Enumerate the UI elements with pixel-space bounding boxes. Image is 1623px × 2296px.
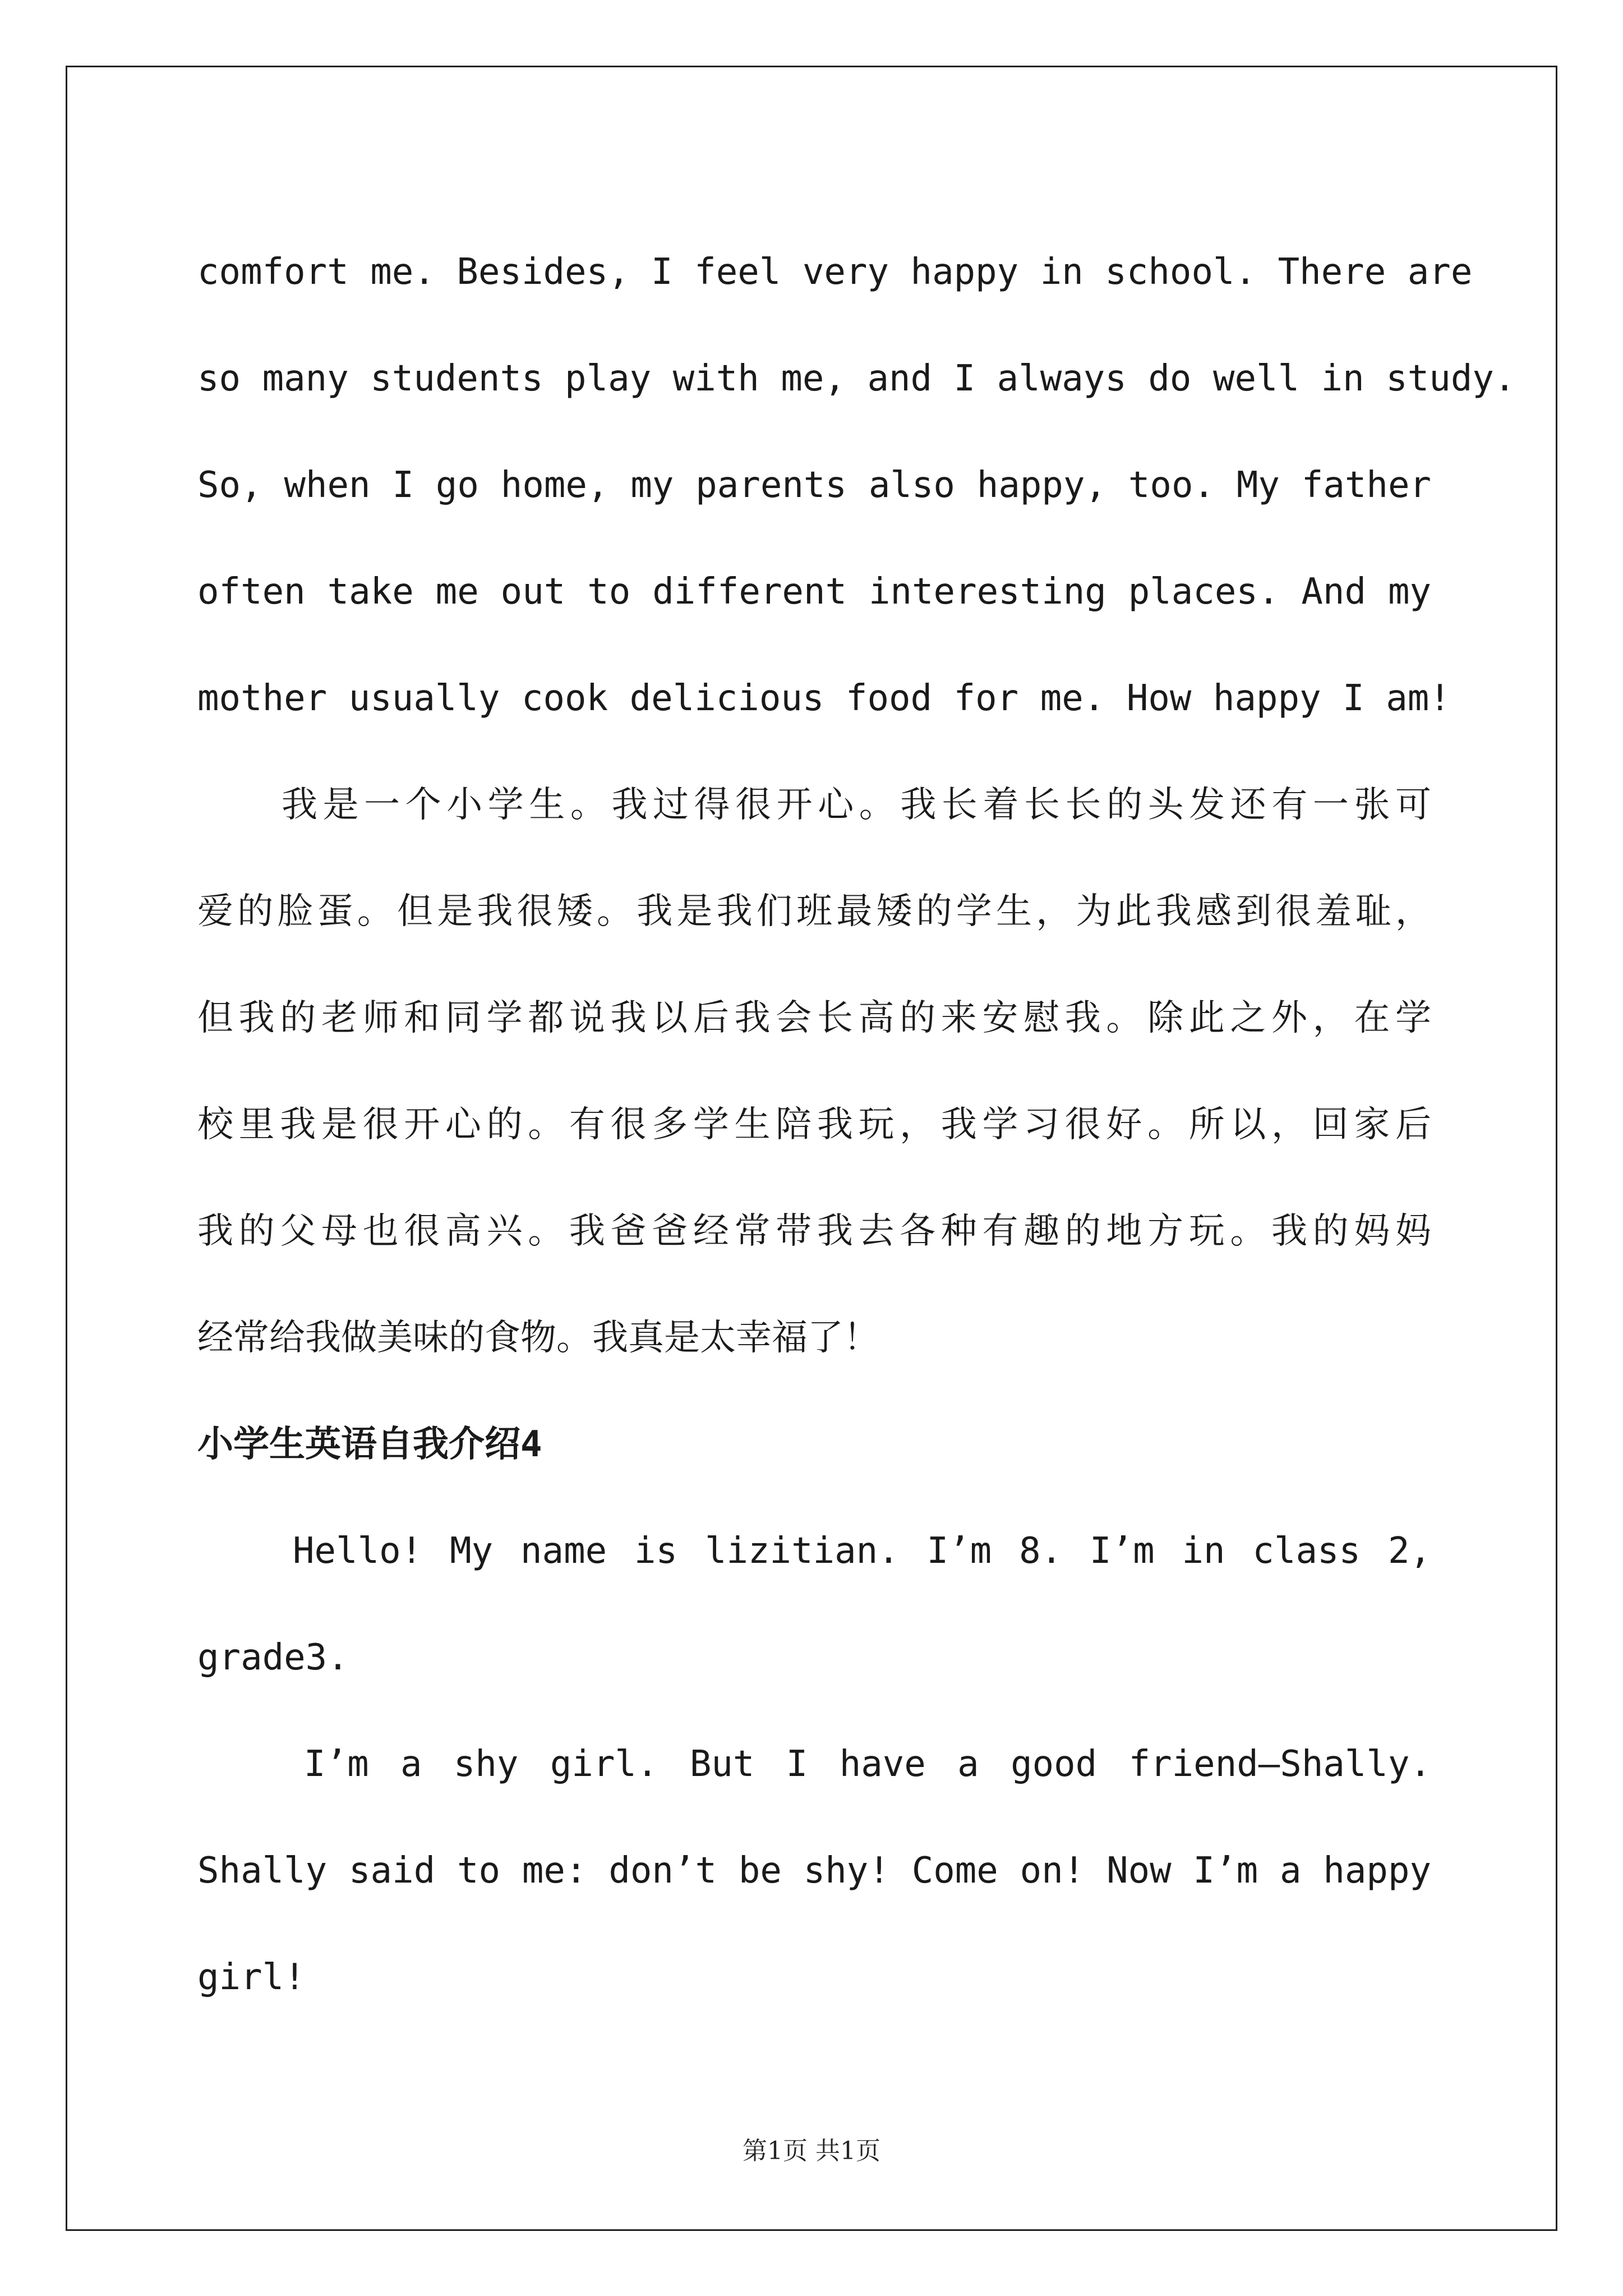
text-line: often take me out to different interesting places. And my xyxy=(197,571,1431,613)
text-line: 爱的脸蛋。但是我很矮。我是我们班最矮的学生，为此我感到很羞耻， xyxy=(197,891,1431,932)
section-heading: 小学生英语自我介绍4 xyxy=(197,1424,542,1465)
paragraph-english-continued xyxy=(197,219,1516,752)
text-line: comfort me. Besides, I feel very happy in school. There are xyxy=(197,251,1473,293)
text-line: 经常给我做美味的食物。我真是太幸福了！ xyxy=(197,1317,879,1359)
text-line: So, when I go home, my parents also happy, too. My father xyxy=(197,464,1431,506)
paragraph-shy xyxy=(197,1711,1431,2031)
text-line: 我是一个小学生。我过得很开心。我长着长长的头发还有一张可 xyxy=(282,784,1431,826)
paragraph-chinese xyxy=(197,752,1431,1391)
text-line: 我的父母也很高兴。我爸爸经常带我去各种有趣的地方玩。我的妈妈 xyxy=(197,1211,1431,1252)
text-line: so many students play with me, and I always do well in study. xyxy=(197,358,1516,399)
text-line: Shally said to me: don’t be shy! Come on! Now I’m a happy xyxy=(197,1850,1431,1892)
text-line: grade3. xyxy=(197,1637,349,1678)
text-line: 但我的老师和同学都说我以后我会长高的来安慰我。除此之外，在学 xyxy=(197,997,1431,1039)
text-line: girl! xyxy=(197,1957,306,1998)
text-line: mother usually cook delicious food for me. How happy I am! xyxy=(197,678,1451,719)
document-body xyxy=(197,219,1516,2031)
page-footer: 第1页 共1页 xyxy=(743,2137,880,2165)
text-line: 校里我是很开心的。有很多学生陪我玩，我学习很好。所以，回家后 xyxy=(197,1104,1431,1145)
text-line: Hello! My name is lizitian. I’m 8. I’m in class 2, xyxy=(293,1530,1431,1572)
paragraph-hello xyxy=(197,1498,1431,1711)
text-line: I’m a shy girl. But I have a good friend—Shally. xyxy=(304,1743,1431,1785)
